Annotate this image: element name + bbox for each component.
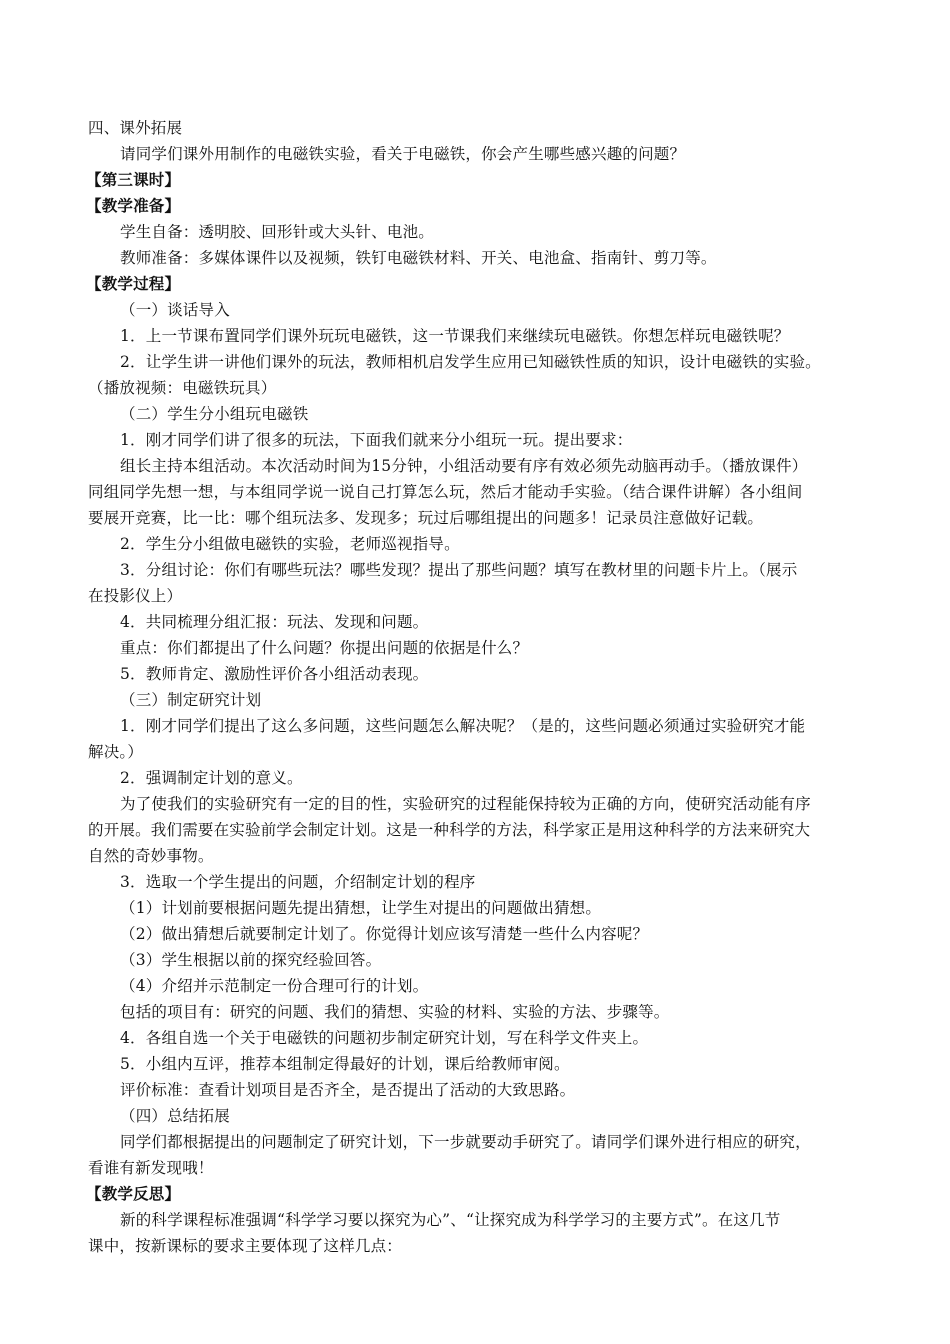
paragraph-line: 为了使我们的实验研究有一定的目的性，实验研究的过程能保持较为正确的方向，使研究活动能有序 [120, 795, 811, 813]
paragraph-line: 自然的奇妙事物。 [88, 847, 214, 865]
paragraph-line: 课中，按新课标的要求主要体现了这样几点： [88, 1237, 403, 1255]
sub-heading: （一）谈话导入 [120, 301, 230, 319]
paragraph-line: 的开展。我们需要在实验前学会制定计划。这是一种科学的方法，科学家正是用这种科学的方法来研究大 [88, 821, 811, 839]
paragraph-line: 同组同学先想一想，与本组同学说一说自己打算怎么玩，然后才能动手实验。（结合课件讲解）各小组间 [88, 483, 803, 501]
paragraph-line: 重点：你们都提出了什么问题？你提出问题的依据是什么？ [120, 639, 529, 657]
paragraph-line: 4．各组自选一个关于电磁铁的问题初步制定研究计划，写在科学文件夹上。 [120, 1029, 649, 1047]
paragraph-line: （3）学生根据以前的探究经验回答。 [120, 951, 382, 969]
paragraph-line: 1．刚才同学们提出了这么多问题，这些问题怎么解决呢？（是的，这些问题必须通过实验研究才能 [120, 717, 806, 735]
paragraph-line: 解决。） [88, 743, 144, 761]
paragraph-line: 3．选取一个学生提出的问题，介绍制定计划的程序 [120, 873, 476, 891]
paragraph-line: 1．上一节课布置同学们课外玩玩电磁铁，这一节课我们来继续玩电磁铁。你想怎样玩电磁铁呢？ [120, 327, 790, 345]
paragraph-line: 要展开竞赛，比一比：哪个组玩法多、发现多；玩过后哪组提出的问题多！记录员注意做好记载。 [88, 509, 764, 527]
paragraph-line: （2）做出猜想后就要制定计划了。你觉得计划应该写清楚一些什么内容呢？ [120, 925, 649, 943]
section-heading-bold: 【教学反思】 [86, 1184, 181, 1203]
paragraph-line: 5．教师肯定、激励性评价各小组活动表现。 [120, 665, 429, 683]
paragraph-line: 2．强调制定计划的意义。 [120, 769, 303, 787]
lesson-heading: 【第三课时】 [86, 170, 181, 189]
sub-heading: （四）总结拓展 [120, 1107, 230, 1125]
paragraph-line: 2．让学生讲一讲他们课外的玩法，教师相机启发学生应用已知磁铁性质的知识，设计电磁铁的实验。 [120, 353, 821, 371]
paragraph-line: 同学们都根据提出的问题制定了研究计划，下一步就要动手研究了。请同学们课外进行相应的研究， [120, 1133, 811, 1151]
paragraph-line: （4）介绍并示范制定一份合理可行的计划。 [120, 977, 429, 995]
paragraph-line: 1．刚才同学们讲了很多的玩法，下面我们就来分小组玩一玩。提出要求： [120, 431, 633, 449]
paragraph-line: 2．学生分小组做电磁铁的实验，老师巡视指导。 [120, 535, 460, 553]
paragraph-line: 新的科学课程标准强调“科学学习要以探究为心”、“让探究成为科学学习的主要方式”。在这几节 [120, 1211, 781, 1229]
section-heading-bold: 【教学过程】 [86, 274, 181, 293]
section-heading-bold: 【教学准备】 [86, 196, 181, 215]
paragraph-line: （播放视频：电磁铁玩具） [88, 379, 277, 397]
paragraph-line: 看谁有新发现哦！ [88, 1159, 214, 1177]
paragraph-line: 学生自备：透明胶、回形针或大头针、电池。 [120, 223, 435, 241]
sub-heading: （三）制定研究计划 [120, 691, 262, 709]
paragraph-line: 4．共同梳理分组汇报：玩法、发现和问题。 [120, 613, 429, 631]
paragraph-line: 请同学们课外用制作的电磁铁实验，看关于电磁铁，你会产生哪些感兴趣的问题？ [120, 145, 686, 163]
paragraph-line: （1）计划前要根据问题先提出猜想，让学生对提出的问题做出猜想。 [120, 899, 602, 917]
paragraph-line: 评价标准：查看计划项目是否齐全，是否提出了活动的大致思路。 [120, 1081, 576, 1099]
paragraph-line: 在投影仪上） [88, 587, 183, 605]
paragraph-line: 教师准备：多媒体课件以及视频，铁钉电磁铁材料、开关、电池盒、指南针、剪刀等。 [120, 249, 717, 267]
paragraph-line: 3．分组讨论：你们有哪些玩法？哪些发现？提出了那些问题？填写在教材里的问题卡片上。（展示 [120, 561, 798, 579]
paragraph-line: 5．小组内互评，推荐本组制定得最好的计划，课后给教师审阅。 [120, 1055, 570, 1073]
paragraph-line: 组长主持本组活动。本次活动时间为15分钟，小组活动要有序有效必须先动脑再动手。（播放课件） [120, 457, 808, 475]
section-heading: 四、课外拓展 [88, 119, 183, 137]
sub-heading: （二）学生分小组玩电磁铁 [120, 405, 309, 423]
paragraph-line: 包括的项目有：研究的问题、我们的猜想、实验的材料、实验的方法、步骤等。 [120, 1003, 670, 1021]
